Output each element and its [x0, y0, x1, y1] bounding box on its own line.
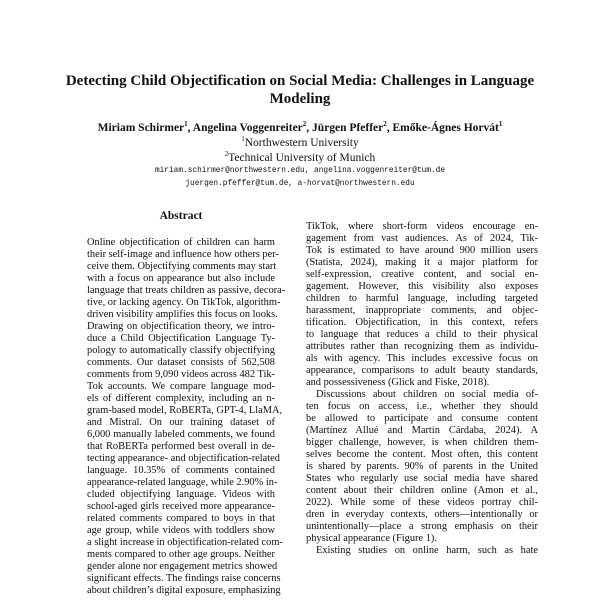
text-line: to language that reduces a child to their physical [306, 329, 538, 341]
text-line: and Mistral. On our training dataset of [87, 417, 275, 429]
text-line: appearance, comparisons to adult beauty standards, [306, 365, 538, 377]
text-line: (Statista, 2024), making it a major platform for [306, 257, 538, 269]
text-line: and possessiveness (Glick and Fiske, 2018). [306, 377, 490, 389]
text-line: language. 10.35% of comments contained [87, 465, 275, 477]
text-line: gagement. However, this visibility also exposes [306, 281, 538, 293]
paragraph [306, 545, 538, 557]
text-line: is shared by parents. 90% of parents in the United [306, 461, 538, 473]
text-line: pology to automatically classify objectifying [87, 345, 275, 357]
text-line: Drawing on objectification theory, we intro- [87, 321, 275, 333]
paragraph [306, 221, 538, 389]
affiliation-marker: 2 [383, 120, 387, 128]
text-line: States who regularly use social media have shared [306, 473, 538, 485]
paper-title: Detecting Child Objectification on Social Media: Challenges in Language Modeling [65, 73, 535, 107]
email-line: juergen.pfeffer@tum.de, a-horvat@northwestern.edu [185, 180, 415, 188]
text-line: appearance-related language, while 2.90% in- [87, 477, 278, 489]
text-line: tification. Objectification, in this context, refers [306, 317, 538, 329]
text-line: Online objectification of children can harm [87, 237, 275, 248]
text-line: attributes rather than recognizing them as individu- [306, 341, 538, 353]
text-line: bigger challenge, however, is when children them- [306, 437, 538, 449]
text-line: related comments compared to boys in that [87, 513, 275, 525]
text-line: 2022). While some of these videos portray chil- [306, 497, 538, 509]
author-name: Angelina Voggenreiter [192, 121, 303, 134]
affiliation-name: Technical University of Munich [228, 151, 376, 164]
text-line: Tok accounts. We compare language mod- [87, 381, 275, 393]
affiliation-number: 1 [241, 135, 245, 143]
affiliation-marker: 1 [184, 120, 188, 128]
text-line: gagement from vast audiences. As of 2024, Tik- [306, 233, 538, 245]
text-line: Discussions about children on social media of- [316, 389, 538, 401]
text-line: selves become the content. Most often, this content [306, 449, 538, 461]
text-line: school-aged girls received more appearance- [87, 501, 275, 513]
text-line: tecting appearance- and objectification-related [87, 453, 280, 465]
text-line: 6,000 manually labeled comments, we found [87, 429, 275, 441]
affiliation [40, 135, 560, 149]
affiliation-number: 2 [224, 150, 229, 158]
text-line: TikTok, where short-form videos encourage en- [306, 221, 538, 232]
author-name: Jürgen Pfeffer [312, 121, 384, 134]
text-line: age group, while videos with toddlers show [87, 525, 275, 537]
text-line: ceive them. Objectifying comments may start [87, 261, 277, 273]
affiliation-marker: 1 [498, 120, 503, 128]
text-line: comments from 9,090 videos across 482 Tik- [87, 369, 275, 381]
text-line: duce a Child Objectification Language Ty- [87, 333, 275, 345]
text-line: physical appearance (Figure 1). [306, 533, 437, 545]
text-line: content about their children online (Amon et al., [306, 485, 538, 497]
author-name: Emőke-Ágnes Horvát [392, 121, 499, 134]
affiliation-marker: 2 [302, 120, 307, 128]
affiliation-name: Northwestern University [244, 136, 359, 149]
text-line: be allowed to participate and consume content [306, 413, 538, 425]
text-line: dren in everyday contexts, others—intentionally or [306, 509, 538, 521]
author-list: Miriam Schirmer$^1$, Angelina Voggenreiter$^2$, Jürgen Pfeffer$^2$, Emőke-Ágnes Horvát$^1$ [97, 120, 503, 134]
text-line: els of different complexity, including an n- [87, 393, 275, 405]
text-line: children to harmful language, including targeted [306, 293, 538, 305]
text-line: ments compared to other age groups. Neither [87, 549, 275, 561]
text-line: that RoBERTa performed best overall in de- [87, 441, 275, 453]
text-line: cluded objectifying language. Videos with [87, 489, 275, 501]
abstract-heading: Abstract [159, 210, 203, 222]
text-line: als with agency. This includes excessive focus on [306, 353, 538, 365]
body-column [306, 221, 538, 557]
affiliation [40, 150, 560, 164]
author-name: Miriam Schirmer [97, 121, 185, 134]
text-line: tive, or lacking agency. On TikTok, algorithm- [87, 297, 281, 309]
text-line: significant effects. The findings raise concerns [87, 573, 281, 585]
text-line: with a focus on appearance but also include [87, 273, 275, 285]
text-line: ten focus on access, i.e., whether they should [306, 401, 538, 413]
text-line: their self-image and influence how others per- [87, 249, 279, 261]
abstract-body [87, 237, 286, 597]
email-line: miriam.schirmer@northwestern.edu, angelina.voggenreiter@tum.de [154, 167, 446, 175]
text-line: Tok is estimated to have around 900 million users [306, 245, 538, 257]
text-line: gender alone nor engagement metrics showed [87, 561, 278, 573]
text-line: (Martínez Allué and Martín Cárdaba, 2024). A [306, 425, 538, 437]
text-line: self-expression, creative content, and social en- [306, 269, 538, 281]
text-line: Existing studies on online harm, such as hate [316, 545, 538, 557]
text-line: language that treats children as passive, decora- [87, 285, 286, 297]
paragraph [306, 389, 538, 545]
text-line: unintentionally—place a strong emphasis on their [306, 521, 538, 533]
text-line: about children’s digital exposure, emphasizing [87, 585, 281, 597]
text-line: comments. Our dataset consists of 562,508 [87, 357, 275, 369]
text-line: gram-based model, RoBERTa, GPT-4, LlaMA, [87, 405, 283, 417]
text-line: driven visibility amplifies this focus on looks. [87, 309, 278, 321]
text-line: a slight increase in objectification-related com- [87, 537, 283, 549]
text-line: harassment, inappropriate comments, and objec- [306, 305, 538, 317]
